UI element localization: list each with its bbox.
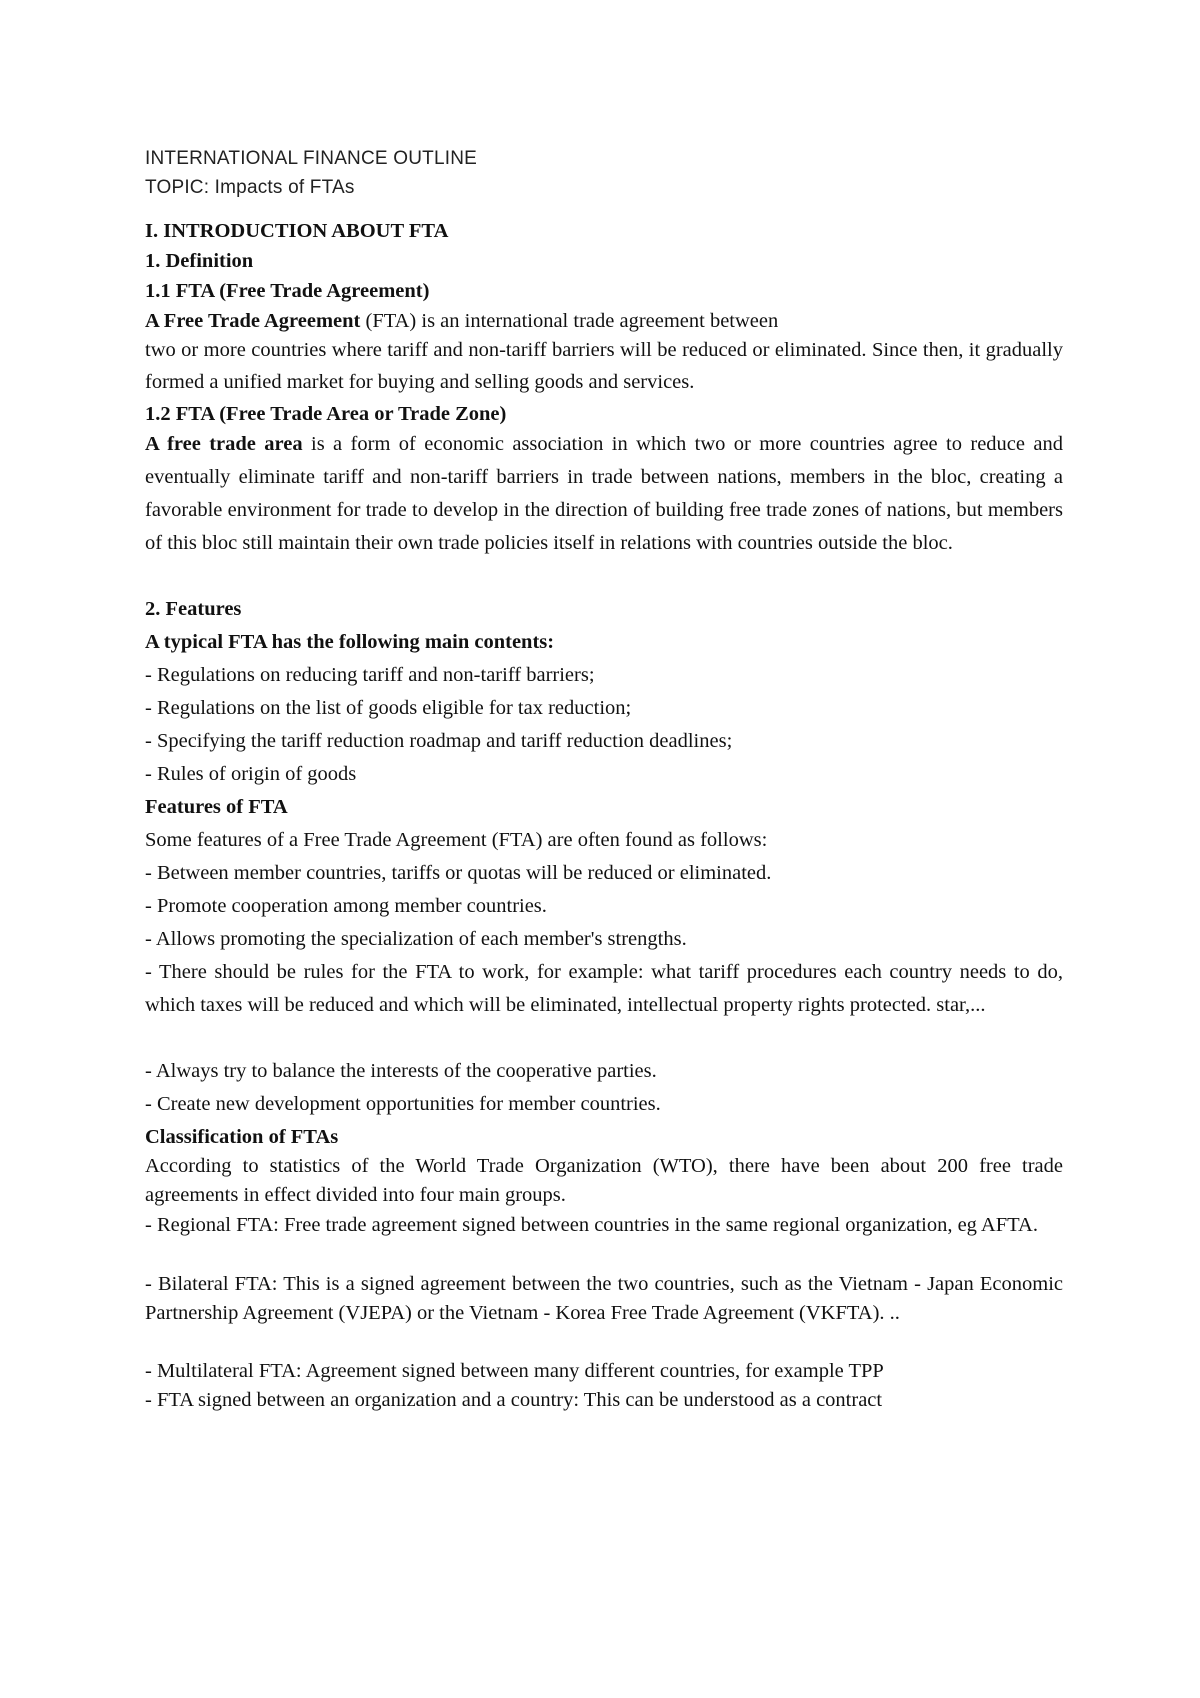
list-item: - Regulations on the list of goods eligible for tax reduction; [145, 697, 632, 719]
list-item: - Promote cooperation among member countries. [145, 895, 547, 917]
features-intro: Some features of a Free Trade Agreement (FTA) are often found as follows: [145, 829, 768, 851]
list-item: - Create new development opportunities for member countries. [145, 1093, 661, 1115]
fta-area-paragraph [145, 428, 1063, 560]
features-heading: Features of FTA [145, 796, 288, 818]
subsection-heading-fta-agreement: 1.1 FTA (Free Trade Agreement) [145, 280, 430, 302]
list-item: - Allows promoting the specialization of each member's strengths. [145, 928, 687, 950]
list-item: - Regional FTA: Free trade agreement signed between countries in the same regional organization, eg AFTA. [145, 1214, 1038, 1236]
list-item: - Specifying the tariff reduction roadmap and tariff reduction deadlines; [145, 730, 733, 752]
list-item: - Regulations on reducing tariff and non-tariff barriers; [145, 664, 595, 686]
classification-heading: Classification of FTAs [145, 1126, 339, 1148]
fta-area-term: A free trade area [145, 433, 303, 455]
document-title: INTERNATIONAL FINANCE OUTLINE [145, 148, 478, 169]
list-item: - Multilateral FTA: Agreement signed between many different countries, for example TPP [145, 1360, 884, 1382]
list-item: - Between member countries, tariffs or quotas will be reduced or eliminated. [145, 862, 772, 884]
classification-intro: According to statistics of the World Trade Organization (WTO), there have been about 200 free trade agreements in effect divided into four main groups. [145, 1155, 1063, 1206]
list-item: - Rules of origin of goods [145, 763, 357, 785]
list-item: - FTA signed between an organization and a country: This can be understood as a contract [145, 1389, 883, 1411]
contents-heading: A typical FTA has the following main contents: [145, 631, 555, 653]
fta-agreement-term: A Free Trade Agreement [145, 310, 361, 332]
subsection-heading-features: 2. Features [145, 598, 242, 620]
list-item: - There should be rules for the FTA to work, for example: what tariff procedures each country needs to do, which taxes will be reduced and which will be eliminated, intellectual property rights protected. star,... [145, 961, 1063, 1016]
fta-area-text: is a form of economic association in which two or more countries agree to reduce and eventually eliminate tariff and non-tariff barriers in trade between nations, members in the bloc, creating a favorable environment for trade to develop in the direction of building free trade zones of nations, but members of this bloc still maintain their own trade policies itself in relations with countries outside the bloc. [145, 433, 1063, 554]
subsection-heading-definition: 1. Definition [145, 250, 254, 272]
subsection-heading-fta-area: 1.2 FTA (Free Trade Area or Trade Zone) [145, 403, 507, 425]
document-topic: TOPIC: Impacts of FTAs [145, 177, 355, 198]
fta-agreement-first-line [145, 305, 1063, 337]
fta-agreement-first-line-text: (FTA) is an international trade agreement between [360, 310, 779, 332]
fta-agreement-paragraph: two or more countries where tariff and non-tariff barriers will be reduced or eliminated. Since then, it gradually formed a unified market for buying and selling goods and services. [145, 339, 1063, 393]
list-item: - Bilateral FTA: This is a signed agreement between the two countries, such as the Vietnam - Japan Economic Partnership Agreement (VJEPA) or the Vietnam - Korea Free Trade Agreement (VKFTA). .. [145, 1273, 1063, 1324]
list-item: - Always try to balance the interests of the cooperative parties. [145, 1060, 657, 1082]
section-heading: I. INTRODUCTION ABOUT FTA [145, 220, 449, 242]
